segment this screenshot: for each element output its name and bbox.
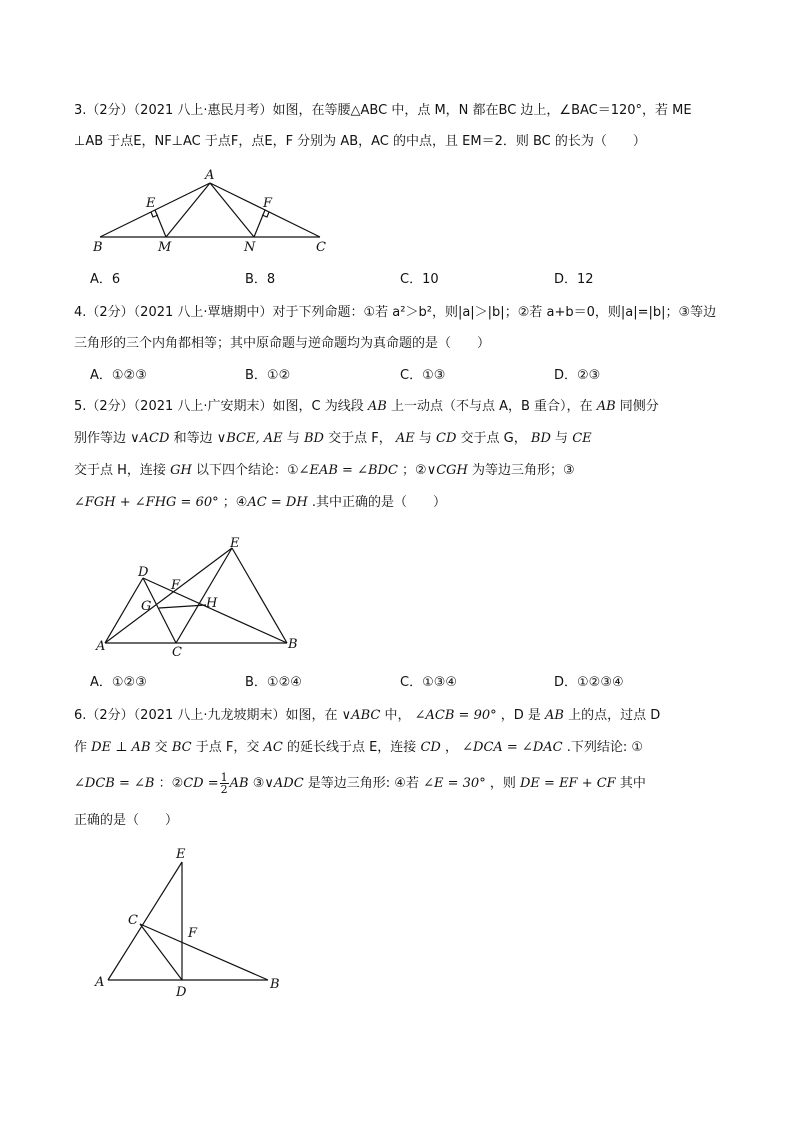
- q5-label-a: A: [96, 639, 106, 654]
- q6-stem-line1: 6.（2分）（2021 八上·九龙坡期末）如图，在 ∨ABC 中， ∠ACB = 90° ，D 是 AB 上的点，过点 D: [74, 708, 661, 723]
- q5-stem-line1: 5.（2分）（2021 八上·广安期末）如图，C 为线段 AB 上一动点（不与点 A，B 重合），在 AB 同侧分: [74, 399, 659, 414]
- q6-stem-line2: 作 DE ⊥ AB 交 BC 于点 F，交 AC 的延长线于点 E，连接 CD ， ∠DCA = ∠DAC .下列结论: ①: [74, 740, 644, 755]
- q5-option-d[interactable]: D．①②③④: [554, 675, 624, 690]
- q5-stem-line2: 别作等边 ∨ACD 和等边 ∨BCE, AE 与 BD 交于点 F， AE 与 CD 交于点 G， BD 与 CE: [74, 431, 592, 446]
- q3-label-m: M: [158, 240, 172, 255]
- q6-label-a: A: [95, 975, 105, 990]
- q6-stem-line4: 正确的是（ ）: [74, 813, 179, 828]
- q4-option-a[interactable]: A．①②③: [90, 368, 147, 383]
- q3-label-a: A: [205, 168, 215, 183]
- q6-label-b: B: [270, 977, 280, 992]
- q5-label-h: H: [206, 596, 218, 611]
- q3-stem-line1: 3.（2分）（2021 八上·惠民月考）如图，在等腰△ABC 中，点 M，N 都在BC 边上，∠BAC＝120°，若 ME: [74, 103, 692, 118]
- q3-label-n: N: [244, 240, 256, 255]
- q3-option-b[interactable]: B．8: [245, 272, 276, 287]
- q4-option-b[interactable]: B．①②: [245, 368, 291, 383]
- q5-label-b: B: [288, 637, 298, 652]
- q5-option-a[interactable]: A．①②③: [90, 675, 147, 690]
- q3-label-b: B: [93, 240, 103, 255]
- q6-label-c: C: [128, 913, 138, 928]
- q3-option-a[interactable]: A．6: [90, 272, 121, 287]
- q5-option-b[interactable]: B．①②④: [245, 675, 302, 690]
- q3-label-f: F: [263, 196, 273, 211]
- q6-stem-line3: ∠DCB = ∠B ：②CD = $\frac{1}{2}$ AB ③∨ADC 是等边三角形: ④若 ∠E = 30° ，则 DE = EF + CF 其中: [74, 771, 646, 796]
- one-half-fraction: $\frac{1}{2}$: [220, 771, 228, 796]
- q6-label-e: E: [176, 847, 186, 862]
- q5-label-c: C: [172, 645, 182, 660]
- q5-stem-line3: 交于点 H，连接 GH 以下四个结论：①∠EAB = ∠BDC ；②∨CGH 为等边三角形；③: [74, 463, 575, 478]
- q4-stem-line2: 三角形的三个内角都相等；其中原命题与逆命题均为真命题的是（ ）: [74, 336, 491, 351]
- q3-label-c: C: [316, 240, 326, 255]
- q5-option-c[interactable]: C．①③④: [400, 675, 458, 690]
- q3-option-d[interactable]: D．12: [554, 272, 594, 287]
- q6-label-f: F: [188, 926, 198, 941]
- q5-label-d: D: [138, 565, 149, 580]
- q3-option-c[interactable]: C．10: [400, 272, 439, 287]
- q3-stem-line2: ⊥AB 于点E，NF⊥AC 于点F，点E，F 分别为 AB，AC 的中点，且 EM＝2．则 BC 的长为（ ）: [74, 134, 646, 149]
- q6-label-d: D: [176, 985, 187, 1000]
- q5-stem-line4: ∠FGH + ∠FHG = 60° ；④AC = DH .其中正确的是（ ）: [74, 495, 446, 510]
- q4-option-d[interactable]: D．②③: [554, 368, 601, 383]
- q5-label-e: E: [230, 536, 240, 551]
- q3-label-e: E: [146, 196, 156, 211]
- q5-label-f: F: [171, 578, 181, 593]
- q4-stem-line1: 4.（2分）（2021 八上·覃塘期中）对于下列命题：①若 a²＞b²，则|a|＞|b|；②若 a+b＝0，则|a|=|b|；③等边: [74, 305, 717, 320]
- q5-label-g: G: [141, 599, 152, 614]
- q4-option-c[interactable]: C．①③: [400, 368, 446, 383]
